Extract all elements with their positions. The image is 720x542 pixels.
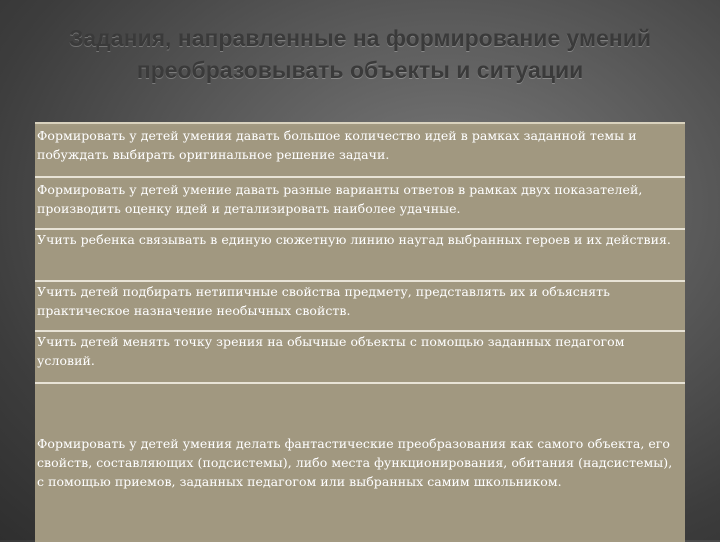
slide-title: Задания, направленные на формирование умений преобразовывать объекты и ситуации	[68, 25, 652, 83]
table-row	[35, 384, 685, 540]
table-row-text: Формировать у детей умения делать фантастические преобразования как самого объекта, его свойств, составляющих (подсистемы), либо места функционирования, обитания (надсистемы), с помощью приемов, заданных педагогом или выбранных самим школьником.	[37, 435, 673, 489]
table-row	[35, 180, 685, 230]
table-row	[35, 230, 685, 282]
table-row-text: Формировать у детей умения давать большое количество идей в рамках заданной темы и побуждать выбирать оригинальное решение задачи.	[37, 128, 637, 162]
table-row-text: Формировать у детей умение давать разные варианты ответов в рамках двух показателей, производить оценку идей и детализировать наиболее удачные.	[37, 182, 643, 216]
table-row	[35, 282, 685, 332]
table-row-text: Учить детей менять точку зрения на обычные объекты с помощью заданных педагогом условий.	[37, 334, 625, 368]
table-row	[35, 126, 685, 178]
task-table	[35, 122, 685, 542]
table-row-text: Учить ребенка связывать в единую сюжетную линию наугад выбранных героев и их действия.	[37, 232, 671, 247]
table-row-text: Учить детей подбирать нетипичные свойства предмету, представлять их и объяснять практическое назначение необычных свойств.	[37, 284, 610, 318]
table-row	[35, 332, 685, 384]
